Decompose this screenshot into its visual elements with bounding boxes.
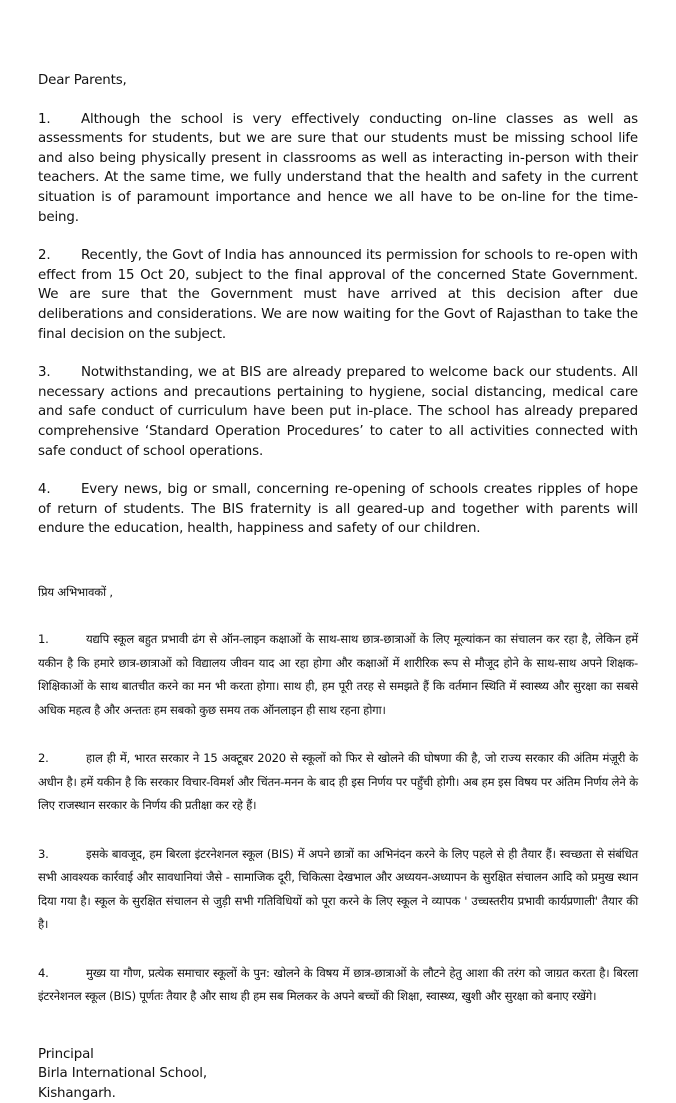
paragraph-number: 3. bbox=[38, 846, 49, 861]
english-paragraph-4 bbox=[38, 480, 638, 539]
hindi-paragraph-4 bbox=[38, 962, 638, 1009]
english-salutation: Dear Parents, bbox=[38, 73, 127, 88]
paragraph-text: यद्यपि स्कूल बहुत प्रभावी ढंग से ऑन-लाइन कक्षाओं के साथ-साथ छात्र-छात्राओं के लिए मूल्यांकन का संचालन कर रहा है, लेकिन हमें यकीन है कि हमारे छात्र-छात्राओं को विद्यालय जीवन याद आ रहा होगा और कक्षाओं में शारीरिक रूप से मौजूद होने के साथ-साथ अपने शिक्षक-शिक्षिकाओं के साथ बातचीत करने का मन भी करता होगा। साथ ही, हम पूरी तरह से समझते हैं कि वर्तमान स्थिति में स्वास्थ्य और सुरक्षा का सबसे अधिक महत्व है और अन्ततः हम सबको कुछ समय तक ऑनलाइन ही साथ रहना होगा। bbox=[38, 632, 638, 717]
signature-location: Kishangarh. bbox=[38, 1085, 116, 1101]
paragraph-number: 4. bbox=[38, 482, 51, 498]
paragraph-number: 3. bbox=[38, 365, 51, 381]
signature-block bbox=[38, 1045, 638, 1103]
english-section bbox=[38, 71, 638, 539]
paragraph-number: 1. bbox=[38, 111, 51, 127]
paragraph-number: 4. bbox=[38, 965, 49, 980]
paragraph-text: Recently, the Govt of India has announced its permission for schools to re-open with effect from 15 Oct 20, subject to the final approval of the concerned State Government. We are sure that the Government must have arrived at this decision after due deliberations and considerations. We are now waiting for the Govt of Rajasthan to take the final decision on the subject. bbox=[38, 248, 638, 342]
hindi-section bbox=[38, 581, 638, 1009]
signature-institution: Birla International School, bbox=[38, 1066, 207, 1082]
hindi-paragraph-3 bbox=[38, 843, 638, 937]
letter-page bbox=[38, 71, 638, 1103]
paragraph-number: 2. bbox=[38, 751, 49, 766]
paragraph-text: मुख्य या गौण, प्रत्येक समाचार स्कूलों के पुन: खोलने के विषय में छात्र-छात्राओं के लौटने हेतु आशा की तरंग को जाग्रत करता है। बिरला इंटरनेशनल स्कूल (BIS) पूर्णतः तैयार है और साथ ही हम सब मिलकर के अपने बच्चों की शिक्षा, स्वास्थ्य, खुशी और सुरक्षा को बनाए रखेंगे। bbox=[38, 965, 638, 1004]
hindi-salutation: प्रिय अभिभावकों , bbox=[38, 584, 113, 599]
english-paragraph-1 bbox=[38, 110, 638, 228]
signature-title: Principal bbox=[38, 1046, 94, 1062]
paragraph-text: Notwithstanding, we at BIS are already prepared to welcome back our students. All necessary actions and precautions pertaining to hygiene, social distancing, medical care and safe conduct of curriculum have been put in-place. The school has already prepared comprehensive ‘Standard Operation Procedures’ to cater to all activities connected with safe conduct of school operations. bbox=[38, 365, 638, 459]
paragraph-number: 2. bbox=[38, 248, 51, 264]
english-paragraph-2 bbox=[38, 246, 638, 344]
paragraph-text: Although the school is very effectively conducting on-line classes as well as assessments for students, but we are sure that our students must be missing school life and also being physically present in classrooms as well as interacting in-person with their teachers. At the same time, we fully understand that the health and safety in the current situation is of paramount importance and hence we all have to be on-line for the time-being. bbox=[38, 111, 638, 225]
paragraph-text: हाल ही में, भारत सरकार ने 15 अक्टूबर 2020 से स्कूलों को फिर से खोलने की घोषणा की है, जो राज्य सरकार की अंतिम मंज़ूरी के अधीन है। हमें यकीन है कि सरकार विचार-विमर्श और चिंतन-मनन के बाद ही इस निर्णय पर पहुँची होगी। अब हम इस विषय पर अंतिम निर्णय लेने के लिए राजस्थान सरकार के निर्णय की प्रतीक्षा कर रहे हैं। bbox=[38, 751, 638, 813]
english-paragraph-3 bbox=[38, 363, 638, 461]
hindi-paragraph-2 bbox=[38, 747, 638, 818]
paragraph-text: Every news, big or small, concerning re-opening of schools creates ripples of hope of return of students. The BIS fraternity is all geared-up and together with parents will endure the education, health, happiness and safety of our children. bbox=[38, 482, 638, 537]
paragraph-text: इसके बावजूद, हम बिरला इंटरनेशनल स्कूल (BIS) में अपने छात्रों का अभिनंदन करने के लिए पहले से ही तैयार हैं। स्वच्छता से संबंधित सभी आवश्यक कार्रवाई और सावधानियां जैसे - सामाजिक दूरी, चिकित्सा देखभाल और अध्ययन-अध्यापन के सुरक्षित संचालन आदि को प्रमुख स्थान दिया गया है। स्कूल के सुरक्षित संचालन से जुड़ी सभी गतिविधियों को पूरा करने के लिए स्कूल ने व्यापक ' उच्चस्तरीय प्रभावी कार्यप्रणाली' तैयार की है। bbox=[38, 846, 638, 932]
hindi-paragraph-1 bbox=[38, 628, 638, 722]
paragraph-number: 1. bbox=[38, 632, 49, 647]
